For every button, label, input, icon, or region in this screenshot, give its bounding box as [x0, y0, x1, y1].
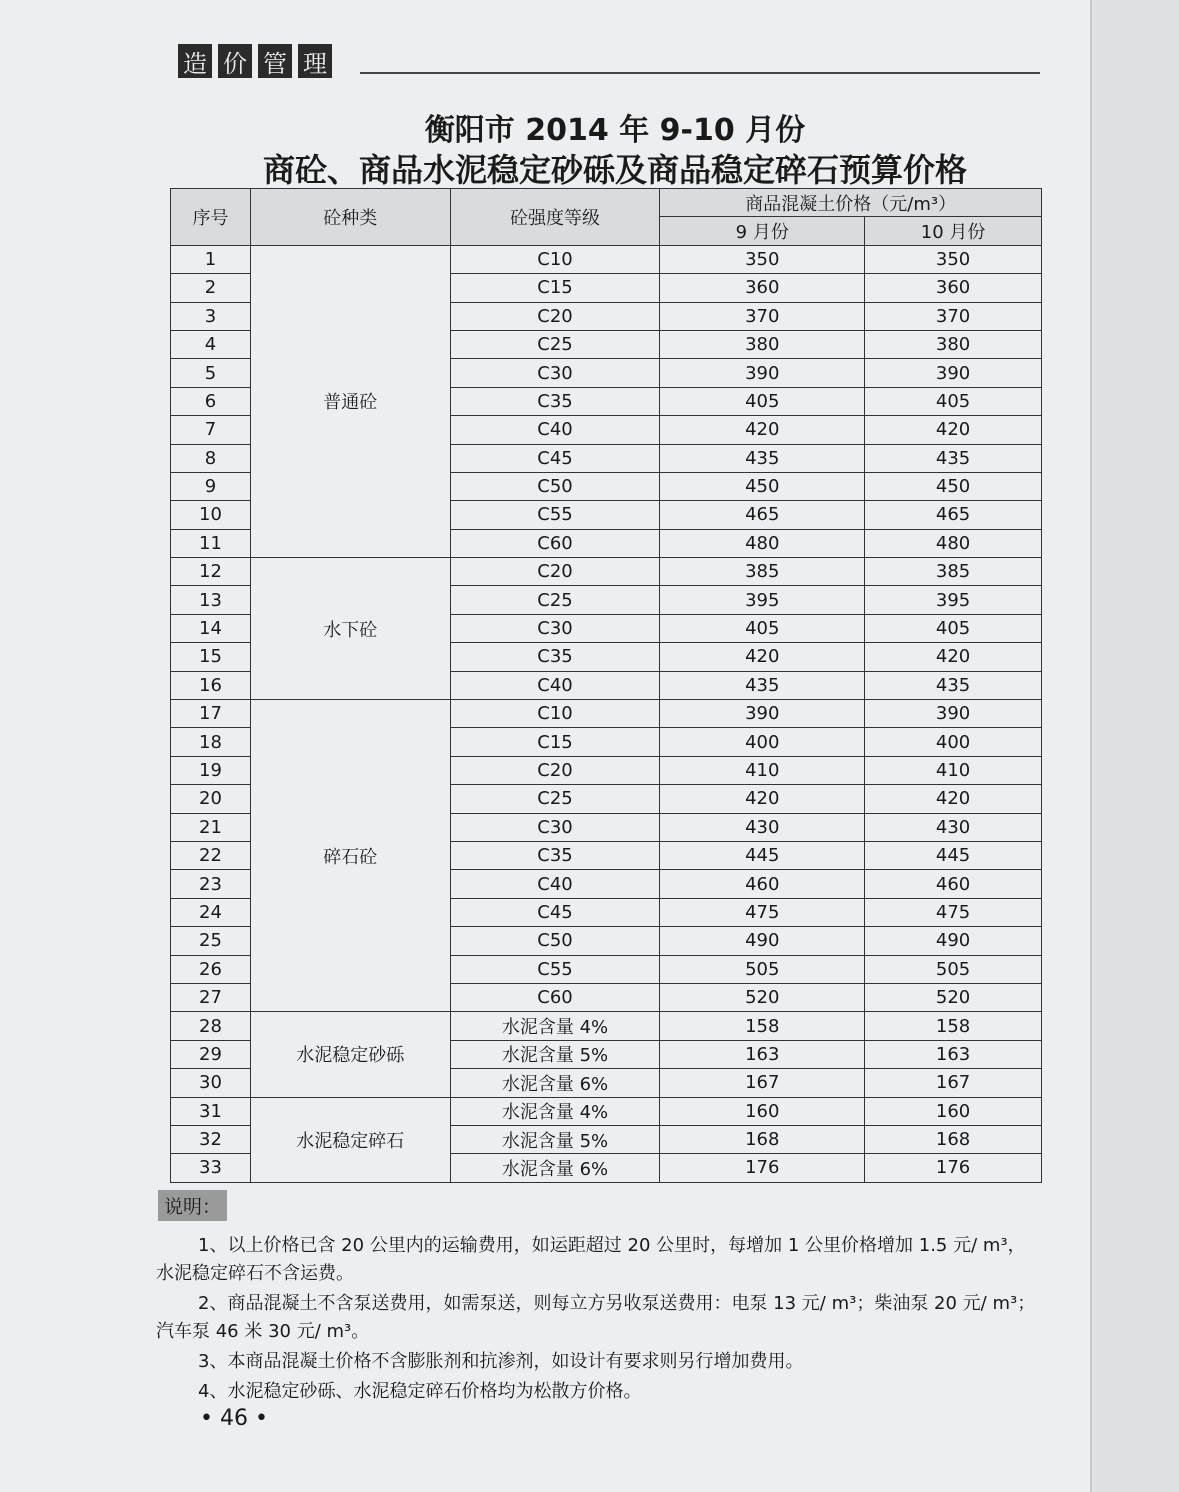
concrete-type: 水泥稳定砂砾 — [250, 1012, 450, 1097]
price-september: 160 — [660, 1097, 865, 1125]
strength-grade: C30 — [450, 614, 660, 642]
price-september: 167 — [660, 1069, 865, 1097]
strength-grade: C15 — [450, 728, 660, 756]
price-september: 390 — [660, 700, 865, 728]
row-number: 7 — [171, 416, 251, 444]
header-oct: 10 月份 — [865, 217, 1042, 245]
strength-grade: 水泥含量 6% — [450, 1154, 660, 1182]
price-september: 420 — [660, 785, 865, 813]
strength-grade: C40 — [450, 671, 660, 699]
price-september: 435 — [660, 671, 865, 699]
next-page-edge — [1090, 0, 1179, 1492]
price-october: 410 — [865, 756, 1042, 784]
strength-grade: C35 — [450, 841, 660, 869]
concrete-type: 水下砼 — [250, 558, 450, 700]
table-row — [171, 245, 1042, 273]
note: 4、水泥稳定砂砾、水泥稳定碎石价格均为松散方价格。 — [198, 1381, 642, 1402]
strength-grade: 水泥含量 4% — [450, 1097, 660, 1125]
row-number: 21 — [171, 813, 251, 841]
strength-grade: C40 — [450, 416, 660, 444]
row-number: 15 — [171, 643, 251, 671]
price-october: 158 — [865, 1012, 1042, 1040]
price-october: 460 — [865, 870, 1042, 898]
row-number: 30 — [171, 1069, 251, 1097]
price-october: 400 — [865, 728, 1042, 756]
price-october: 168 — [865, 1125, 1042, 1153]
price-september: 435 — [660, 444, 865, 472]
title-line-2: 商砼、商品水泥稳定砂砾及商品稳定碎石预算价格 — [262, 151, 967, 189]
price-october: 520 — [865, 983, 1042, 1011]
header-type: 砼种类 — [250, 189, 450, 246]
price-september: 490 — [660, 927, 865, 955]
price-september: 520 — [660, 983, 865, 1011]
concrete-type: 水泥稳定碎石 — [250, 1097, 450, 1182]
row-number: 20 — [171, 785, 251, 813]
header-rule — [360, 72, 1040, 74]
row-number: 10 — [171, 501, 251, 529]
concrete-type: 碎石砼 — [250, 700, 450, 1012]
strength-grade: 水泥含量 5% — [450, 1125, 660, 1153]
row-number: 14 — [171, 614, 251, 642]
price-october: 420 — [865, 416, 1042, 444]
row-number: 26 — [171, 955, 251, 983]
price-october: 420 — [865, 785, 1042, 813]
row-number: 19 — [171, 756, 251, 784]
note: 3、本商品混凝土价格不含膨胀剂和抗渗剂，如设计有要求则另行增加费用。 — [198, 1351, 804, 1372]
price-september: 405 — [660, 387, 865, 415]
price-october: 435 — [865, 671, 1042, 699]
price-september: 350 — [660, 245, 865, 273]
strength-grade: C10 — [450, 700, 660, 728]
section-char: 理 — [298, 44, 332, 78]
price-september: 410 — [660, 756, 865, 784]
price-october: 390 — [865, 359, 1042, 387]
row-number: 27 — [171, 983, 251, 1011]
row-number: 16 — [171, 671, 251, 699]
price-october: 160 — [865, 1097, 1042, 1125]
price-october: 430 — [865, 813, 1042, 841]
price-september: 420 — [660, 416, 865, 444]
price-october: 480 — [865, 529, 1042, 557]
price-october: 405 — [865, 614, 1042, 642]
page-number: • 46 • — [200, 1406, 268, 1431]
strength-grade: C35 — [450, 387, 660, 415]
strength-grade: C20 — [450, 756, 660, 784]
strength-grade: C25 — [450, 785, 660, 813]
strength-grade: C30 — [450, 813, 660, 841]
strength-grade: C35 — [450, 643, 660, 671]
price-october: 445 — [865, 841, 1042, 869]
price-september: 390 — [660, 359, 865, 387]
price-september: 380 — [660, 330, 865, 358]
strength-grade: C15 — [450, 274, 660, 302]
row-number: 17 — [171, 700, 251, 728]
row-number: 33 — [171, 1154, 251, 1182]
header-sep: 9 月份 — [660, 217, 865, 245]
price-september: 480 — [660, 529, 865, 557]
strength-grade: 水泥含量 5% — [450, 1040, 660, 1068]
strength-grade: C20 — [450, 302, 660, 330]
row-number: 22 — [171, 841, 251, 869]
notes — [156, 1232, 1040, 1408]
price-october: 450 — [865, 472, 1042, 500]
price-september: 505 — [660, 955, 865, 983]
price-october: 360 — [865, 274, 1042, 302]
row-number: 13 — [171, 586, 251, 614]
price-september: 400 — [660, 728, 865, 756]
price-september: 163 — [660, 1040, 865, 1068]
header-price: 商品混凝土价格（元/m³） — [660, 189, 1042, 217]
price-october: 350 — [865, 245, 1042, 273]
strength-grade: C50 — [450, 927, 660, 955]
strength-grade: C25 — [450, 586, 660, 614]
row-number: 24 — [171, 898, 251, 926]
concrete-type: 普通砼 — [250, 245, 450, 557]
notes-label: 说明： — [158, 1190, 227, 1221]
price-september: 445 — [660, 841, 865, 869]
strength-grade: C50 — [450, 472, 660, 500]
strength-grade: 水泥含量 4% — [450, 1012, 660, 1040]
strength-grade: C55 — [450, 501, 660, 529]
row-number: 8 — [171, 444, 251, 472]
title-line-1: 衡阳市 2014 年 9-10 月份 — [424, 113, 806, 148]
row-number: 31 — [171, 1097, 251, 1125]
strength-grade: C20 — [450, 558, 660, 586]
strength-grade: 水泥含量 6% — [450, 1069, 660, 1097]
price-september: 450 — [660, 472, 865, 500]
price-september: 360 — [660, 274, 865, 302]
table-row — [171, 1012, 1042, 1040]
note: 2、商品混凝土不含泵送费用，如需泵送，则每立方另收泵送费用：电泵 13 元/ m³；柴油泵 20 元/ m³；汽车泵 46 米 30 元/ m³。 — [156, 1293, 1036, 1342]
row-number: 1 — [171, 245, 251, 273]
price-october: 390 — [865, 700, 1042, 728]
price-october: 370 — [865, 302, 1042, 330]
strength-grade: C55 — [450, 955, 660, 983]
price-september: 385 — [660, 558, 865, 586]
strength-grade: C45 — [450, 444, 660, 472]
price-october: 167 — [865, 1069, 1042, 1097]
price-october: 395 — [865, 586, 1042, 614]
price-october: 405 — [865, 387, 1042, 415]
price-september: 475 — [660, 898, 865, 926]
table-row — [171, 558, 1042, 586]
price-october: 176 — [865, 1154, 1042, 1182]
price-september: 405 — [660, 614, 865, 642]
row-number: 3 — [171, 302, 251, 330]
row-number: 6 — [171, 387, 251, 415]
strength-grade: C25 — [450, 330, 660, 358]
price-september: 460 — [660, 870, 865, 898]
price-september: 420 — [660, 643, 865, 671]
row-number: 11 — [171, 529, 251, 557]
row-number: 5 — [171, 359, 251, 387]
price-september: 158 — [660, 1012, 865, 1040]
price-october: 465 — [865, 501, 1042, 529]
price-september: 430 — [660, 813, 865, 841]
price-september: 168 — [660, 1125, 865, 1153]
price-october: 380 — [865, 330, 1042, 358]
section-char: 造 — [178, 44, 212, 78]
price-september: 370 — [660, 302, 865, 330]
section-char: 管 — [258, 44, 292, 78]
strength-grade: C45 — [450, 898, 660, 926]
price-october: 435 — [865, 444, 1042, 472]
strength-grade: C60 — [450, 529, 660, 557]
row-number: 25 — [171, 927, 251, 955]
price-october: 420 — [865, 643, 1042, 671]
price-october: 385 — [865, 558, 1042, 586]
table-row — [171, 1097, 1042, 1125]
note: 1、以上价格已含 20 公里内的运输费用，如运距超过 20 公里时，每增加 1 公里价格增加 1.5 元/ m³，水泥稳定碎石不含运费。 — [156, 1235, 1026, 1284]
row-number: 28 — [171, 1012, 251, 1040]
row-number: 32 — [171, 1125, 251, 1153]
row-number: 2 — [171, 274, 251, 302]
row-number: 12 — [171, 558, 251, 586]
price-september: 395 — [660, 586, 865, 614]
row-number: 9 — [171, 472, 251, 500]
strength-grade: C40 — [450, 870, 660, 898]
strength-grade: C10 — [450, 245, 660, 273]
section-char: 价 — [218, 44, 252, 78]
header-no: 序号 — [171, 189, 251, 246]
section-header — [178, 44, 332, 78]
price-september: 176 — [660, 1154, 865, 1182]
price-table — [170, 188, 1042, 1183]
header-grade: 砼强度等级 — [450, 189, 660, 246]
strength-grade: C30 — [450, 359, 660, 387]
row-number: 18 — [171, 728, 251, 756]
price-october: 475 — [865, 898, 1042, 926]
price-september: 465 — [660, 501, 865, 529]
price-october: 163 — [865, 1040, 1042, 1068]
price-october: 505 — [865, 955, 1042, 983]
strength-grade: C60 — [450, 983, 660, 1011]
row-number: 4 — [171, 330, 251, 358]
price-october: 490 — [865, 927, 1042, 955]
table-row — [171, 700, 1042, 728]
row-number: 29 — [171, 1040, 251, 1068]
row-number: 23 — [171, 870, 251, 898]
